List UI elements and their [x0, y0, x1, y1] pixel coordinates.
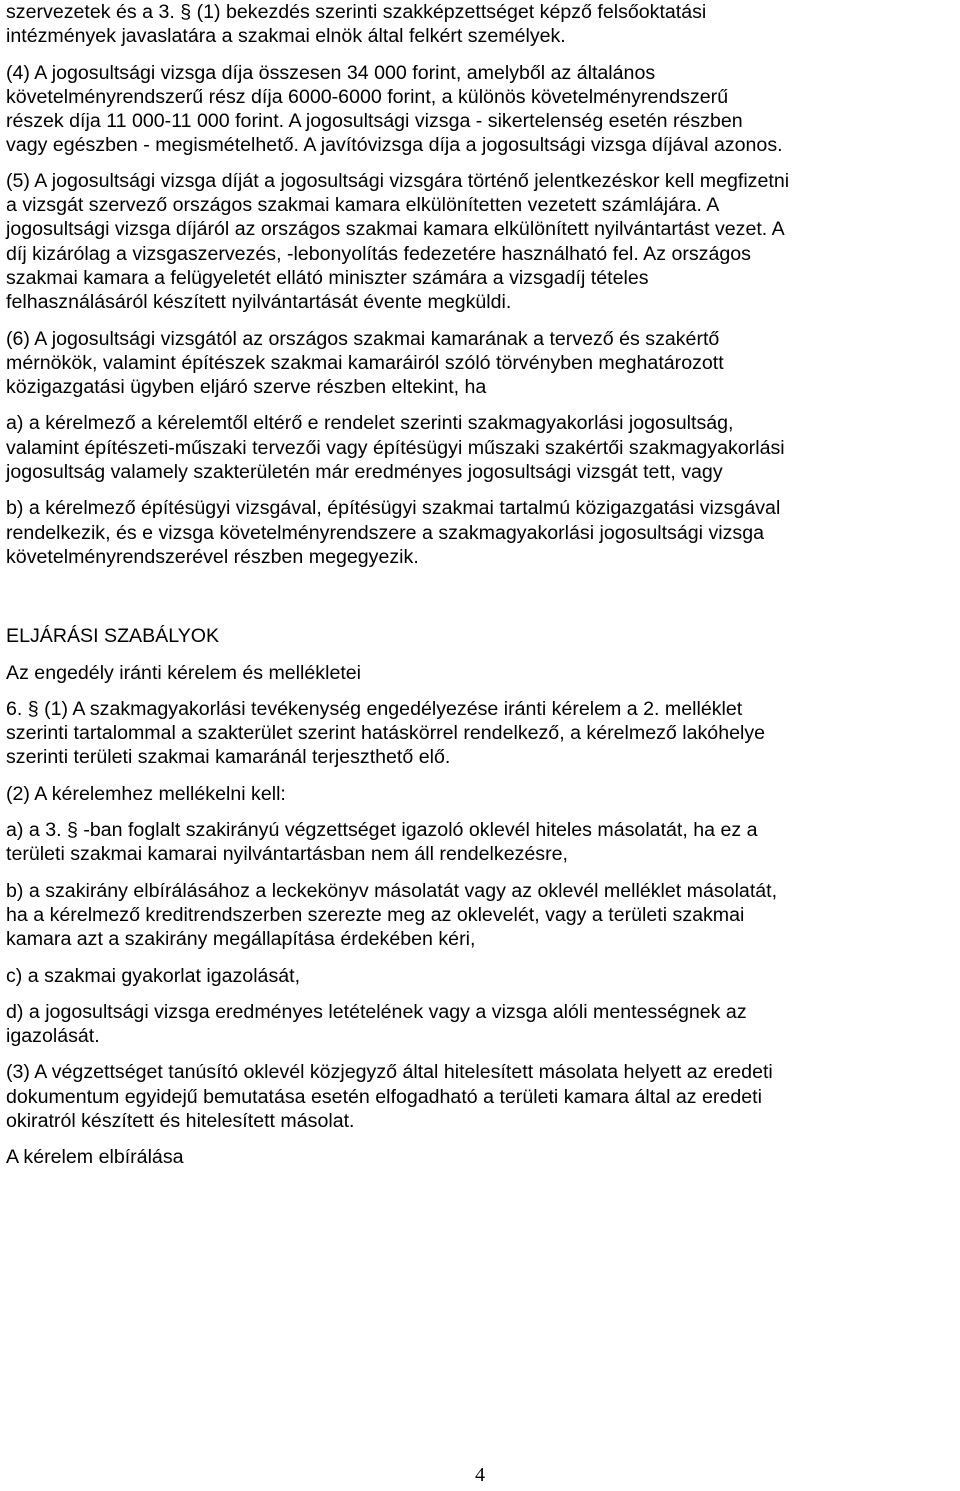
text-line: követelményrendszerű rész díja 6000-6000 forint, a különös követelményrendszerű: [6, 85, 729, 108]
text-line: A kérelem elbírálása: [6, 1146, 184, 1169]
subsection-heading-decision: [6, 1145, 952, 1169]
page-number: 4: [475, 1464, 485, 1486]
text-line: szerinti tartalommal a szakterület szerint hatáskörrel rendelkező, a kérelmező lakóhelye: [6, 722, 766, 745]
text-line: (3) A végzettséget tanúsító oklevél közjegyző által hitelesített másolata helyett az eredeti: [6, 1061, 773, 1084]
paragraph-6-1: [6, 697, 952, 770]
text-line: a vizsgát szervező országos szakmai kamara elkülönítetten vezetett számlájára. A: [6, 194, 720, 217]
text-line: (4) A jogosultsági vizsga díja összesen 34 000 forint, amelyből az általános: [6, 61, 656, 84]
text-line: kamara azt a szakirány megállapítása érdekében kéri,: [6, 928, 476, 951]
paragraph-5-6-a: [6, 411, 952, 484]
text-line: jogosultsági vizsga díjáról az országos szakmai kamara elkülönített nyilvántartást vezet. A: [6, 218, 785, 241]
text-line: közigazgatási ügyben eljáró szerve részben eltekint, ha: [6, 376, 487, 399]
text-line: igazolását.: [6, 1025, 100, 1048]
text-line: mérnökök, valamint építészek szakmai kamaráiról szóló törvényben meghatározott: [6, 351, 724, 374]
text-line: 6. § (1) A szakmagyakorlási tevékenység engedélyezése iránti kérelem a 2. melléklet: [6, 697, 743, 720]
text-line: (2) A kérelemhez mellékelni kell:: [6, 782, 286, 805]
text-line: a) a kérelmező a kérelemtől eltérő e rendelet szerinti szakmagyakorlási jogosultság,: [6, 412, 734, 435]
text-line: ha a kérelmező kreditrendszerben szerezte meg az oklevelét, vagy a területi szakmai: [6, 903, 745, 926]
paragraph-6-2-a: [6, 818, 952, 867]
text-line: okiratról készített és hitelesített másolat.: [6, 1109, 355, 1132]
text-line: díj kizárólag a vizsgaszervezés, -lebonyolítás fedezetére használható fel. Az országos: [6, 242, 751, 265]
text-line: szakmai kamara a felügyeletét ellátó miniszter számára a vizsgadíj tételes: [6, 266, 649, 289]
text-line: felhasználásáról készített nyilvántartását évente megküldi.: [6, 291, 512, 314]
paragraph-6-3: [6, 1060, 952, 1133]
text-line: dokumentum egyidejű bemutatása esetén elfogadható a területi kamara által az eredeti: [6, 1085, 762, 1108]
text-line: rendelkezik, és e vizsga követelményrendszere a szakmagyakorlási jogosultsági vizsga: [6, 521, 764, 544]
text-line: szerinti területi szakmai kamaránál terjeszthető elő.: [6, 746, 451, 769]
paragraph-6-2-c: [6, 964, 952, 988]
paragraph-6-2-b: [6, 879, 952, 952]
text-line: részek díja 11 000-11 000 forint. A jogosultsági vizsga - sikertelenség esetén részben: [6, 110, 743, 133]
paragraph-5-4: [6, 61, 952, 158]
text-line: (5) A jogosultsági vizsga díját a jogosultsági vizsgára történő jelentkezéskor kell megfizetni: [6, 169, 790, 192]
text-line: jogosultság valamely szakterületén már eredményes jogosultsági vizsgát tett, vagy: [6, 461, 723, 484]
text-line: (6) A jogosultsági vizsgától az országos szakmai kamarának a tervező és szakértő: [6, 327, 720, 350]
text-line: a) a 3. § -ban foglalt szakirányú végzettséget igazoló oklevél hiteles másolatát, ha ez a: [6, 819, 758, 842]
paragraph-6-2: [6, 782, 952, 806]
text-line: valamint építészeti-műszaki tervezői vagy építésügyi műszaki szakértői szakmagyakorlási: [6, 436, 785, 459]
text-line: területi szakmai kamarai nyilvántartásban nem áll rendelkezésre,: [6, 843, 568, 866]
text-line: intézmények javaslatára a szakmai elnök által felkért személyek.: [6, 25, 566, 48]
text-line: ELJÁRÁSI SZABÁLYOK: [6, 625, 220, 648]
text-line: követelményrendszerével részben megegyezik.: [6, 545, 419, 568]
text-line: Az engedély iránti kérelem és mellékletei: [6, 661, 362, 684]
text-line: c) a szakmai gyakorlat igazolását,: [6, 964, 301, 987]
paragraph-6-2-d: [6, 1000, 952, 1049]
paragraph-5-5: [6, 169, 952, 315]
section-heading: [6, 624, 952, 648]
text-line: szervezetek és a 3. § (1) bekezdés szerinti szakképzettséget képző felsőoktatási: [6, 1, 707, 23]
document-body: [6, 0, 952, 1170]
text-line: vagy egészben - megismételhető. A javítóvizsga díja a jogosultsági vizsga díjával azonos.: [6, 134, 783, 157]
text-line: b) a szakirány elbírálásához a leckekönyv másolatát vagy az oklevél melléklet másolatát,: [6, 879, 778, 902]
paragraph-3-1-cont: [6, 0, 952, 49]
paragraph-5-6: [6, 327, 952, 400]
text-line: b) a kérelmező építésügyi vizsgával, építésügyi szakmai tartalmú közigazgatási vizsgával: [6, 497, 781, 520]
paragraph-5-6-b: [6, 496, 952, 569]
subsection-heading-application: [6, 661, 952, 685]
text-line: d) a jogosultsági vizsga eredményes letételének vagy a vizsga alóli mentességnek az: [6, 1000, 747, 1023]
